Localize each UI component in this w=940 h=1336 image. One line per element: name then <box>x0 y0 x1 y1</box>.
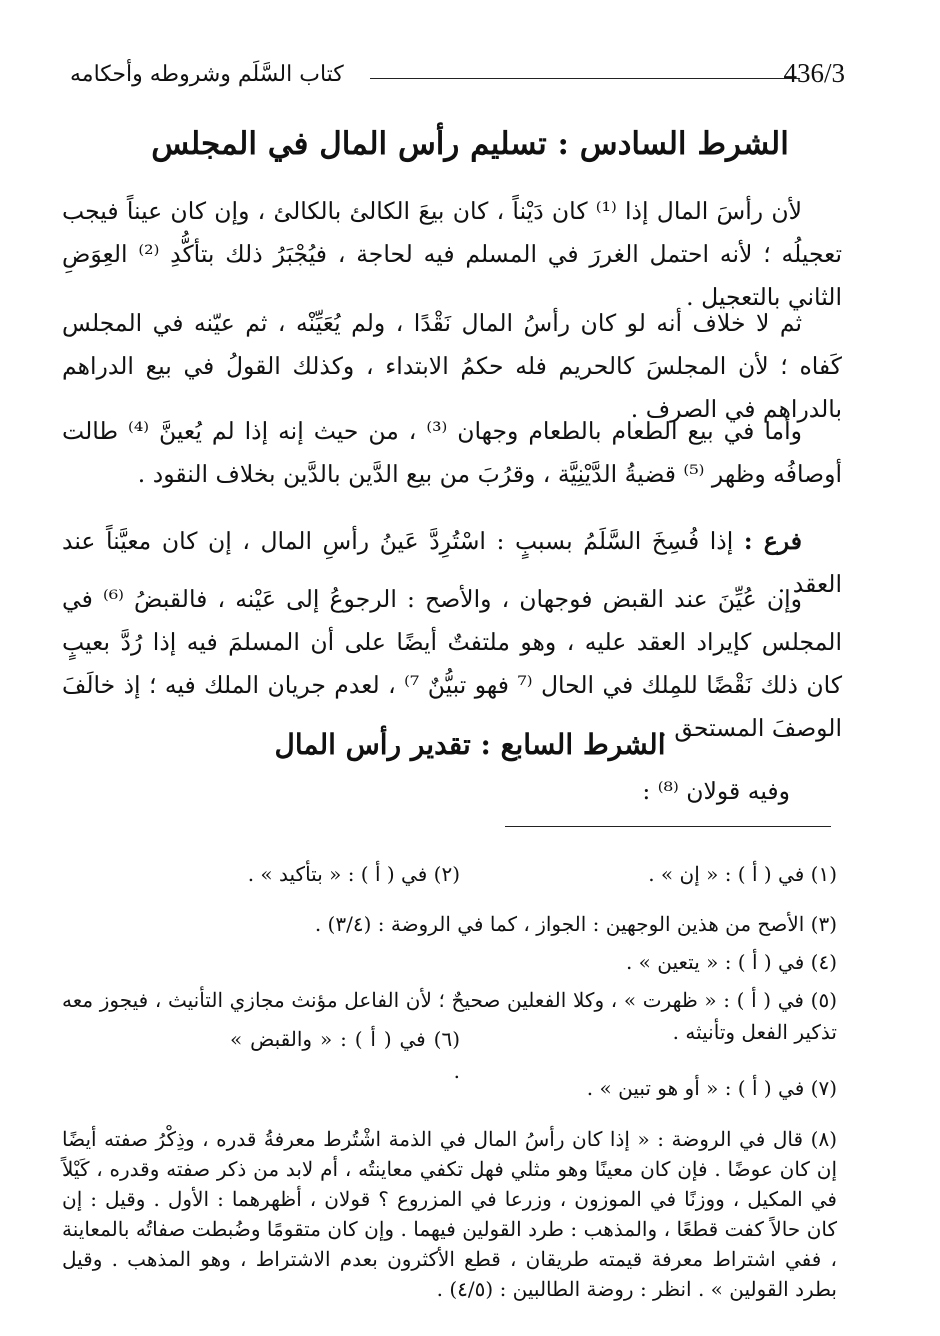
footnote-7: (٧) في ( أ ) : « أو هو تبين » . <box>586 1076 837 1100</box>
footnote-6: (٦) في ( أ ) : « والقبض » . <box>230 1027 460 1083</box>
page-number: 436/3 <box>783 58 845 88</box>
footnote-3: (٣) الأصح من هذين الوجهين : الجواز ، كما في الروضة : (٣/٤) . <box>314 912 837 936</box>
paragraph-2: ثم لا خلاف أنه لو كان رأسُ المال نَقْدًا ، ولم يُعَيِّنْه ، ثم عيّنه في المجلس كَفاه ؛ لأن المجلسَ كالحريم فله حكمُ الابتداء ، وكذلك القولُ في بيع الدراهم بالدراهم في الصرف . <box>62 309 842 423</box>
footnote-separator <box>505 826 831 827</box>
footnote-5: (٥) في ( أ ) : « ظهرت » ، وكلا الفعلين صحيحٌ ؛ لأن الفاعل مؤنث مجازي التأنيث ، فيجوز معه تذكير الفعل وتأنيثه . <box>62 988 837 1044</box>
paragraph-1: لأن رأسَ المال إذا ⁽¹⁾ كان دَيْناً ، كان بيعَ الكالئ بالكالئ ، وإن كان عيناً فيجب تعجيلُه ؛ لأنه احتمل الغررَ في المسلم فيه لحاجة ، فيُجْبَرُ ذلك بتأكُّدِ ⁽²⁾ العِوَضِ الثاني بالتعجيل . <box>62 197 842 311</box>
running-header <box>70 58 845 104</box>
section-heading-condition-seven: الشرط السابع : تقدير رأس المال <box>274 728 666 761</box>
footnote-1: (١) في ( أ ) : « إن » . <box>648 862 837 886</box>
footnote-4: (٤) في ( أ ) : « يتعين » . <box>625 950 837 974</box>
footnote-8: (٨) قال في الروضة : « إذا كان رأسُ المال في الذمة اشْتُرط معرفةُ قدره ، وذِكْرُ صفته أيضًا إن كان عوضًا . فإن كان معينًا وهو مثلي فهل تكفي معاينتُه ، أم لابد من ذكر صفته وقدره ، كَيْلاً في المكيل ، ووزنًا في الموزون ، وزرعا في المزروع ؟ قولان ، أظهرهما : الأول . وقيل : إن كان حالاً كفت قطعًا ، والمذهب : طرد القولين فيهما . وإن كان متقومًا وضُبطت صفاتُه بالمعاينة ، ففي اشتراط معرفة قيمته طريقان ، قطع الأكثرون بعدم الاشتراط ، وهو المذهب . وقيل بطرد القولين » . انظر : روضة الطالبين : (٤/٥) . <box>62 1127 837 1301</box>
branch-text: إذا فُسِخَ السَّلَمُ بسببٍ : اسْتُرِدَّ عَينُ رأسِ المال ، إن كان معيَّناً عند العقد . <box>62 527 842 598</box>
header-rule <box>370 78 800 79</box>
paragraph-6: وفيه قولان ⁽⁸⁾ : <box>642 777 790 805</box>
paragraph-3: وأما في بيع الطعام بالطعام وجهان ⁽³⁾ ، من حيث إنه إذا لم يُعينَّ ⁽⁴⁾ طالت أوصافُه وظهر ⁽⁵⁾ قضيةُ الدَّيْنِيَّة ، وقرُبَ من بيع الدَّين بالدَّين بخلاف النقود . <box>62 417 842 488</box>
section-heading-condition-six: الشرط السادس : تسليم رأس المال في المجلس <box>151 126 789 162</box>
paragraph-5: وإن عُيِّنَ عند القبض فوجهان ، والأصح : الرجوعُ إلى عَيْنه ، فالقبضُ ⁽⁶⁾ في المجلس كإيراد العقد عليه ، وهو ملتفتٌ أيضًا على أن المسلمَ فيه إذا رُدَّ بعيبٍ كان ذلك نَقْضًا للمِلك في الحال ⁽⁷ فهو تبيُّنٌ ⁷⁾ ، لعدم جريان الملك فيه ؛ إذ خالَفَ الوصفَ المستحق . <box>62 585 843 742</box>
book-title: كتاب السَّلَم وشروطه وأحكامه <box>70 62 344 87</box>
footnote-2: (٢) في ( أ ) : « بتأكيد » . <box>247 862 460 886</box>
branch-label: فرع : <box>743 527 802 555</box>
